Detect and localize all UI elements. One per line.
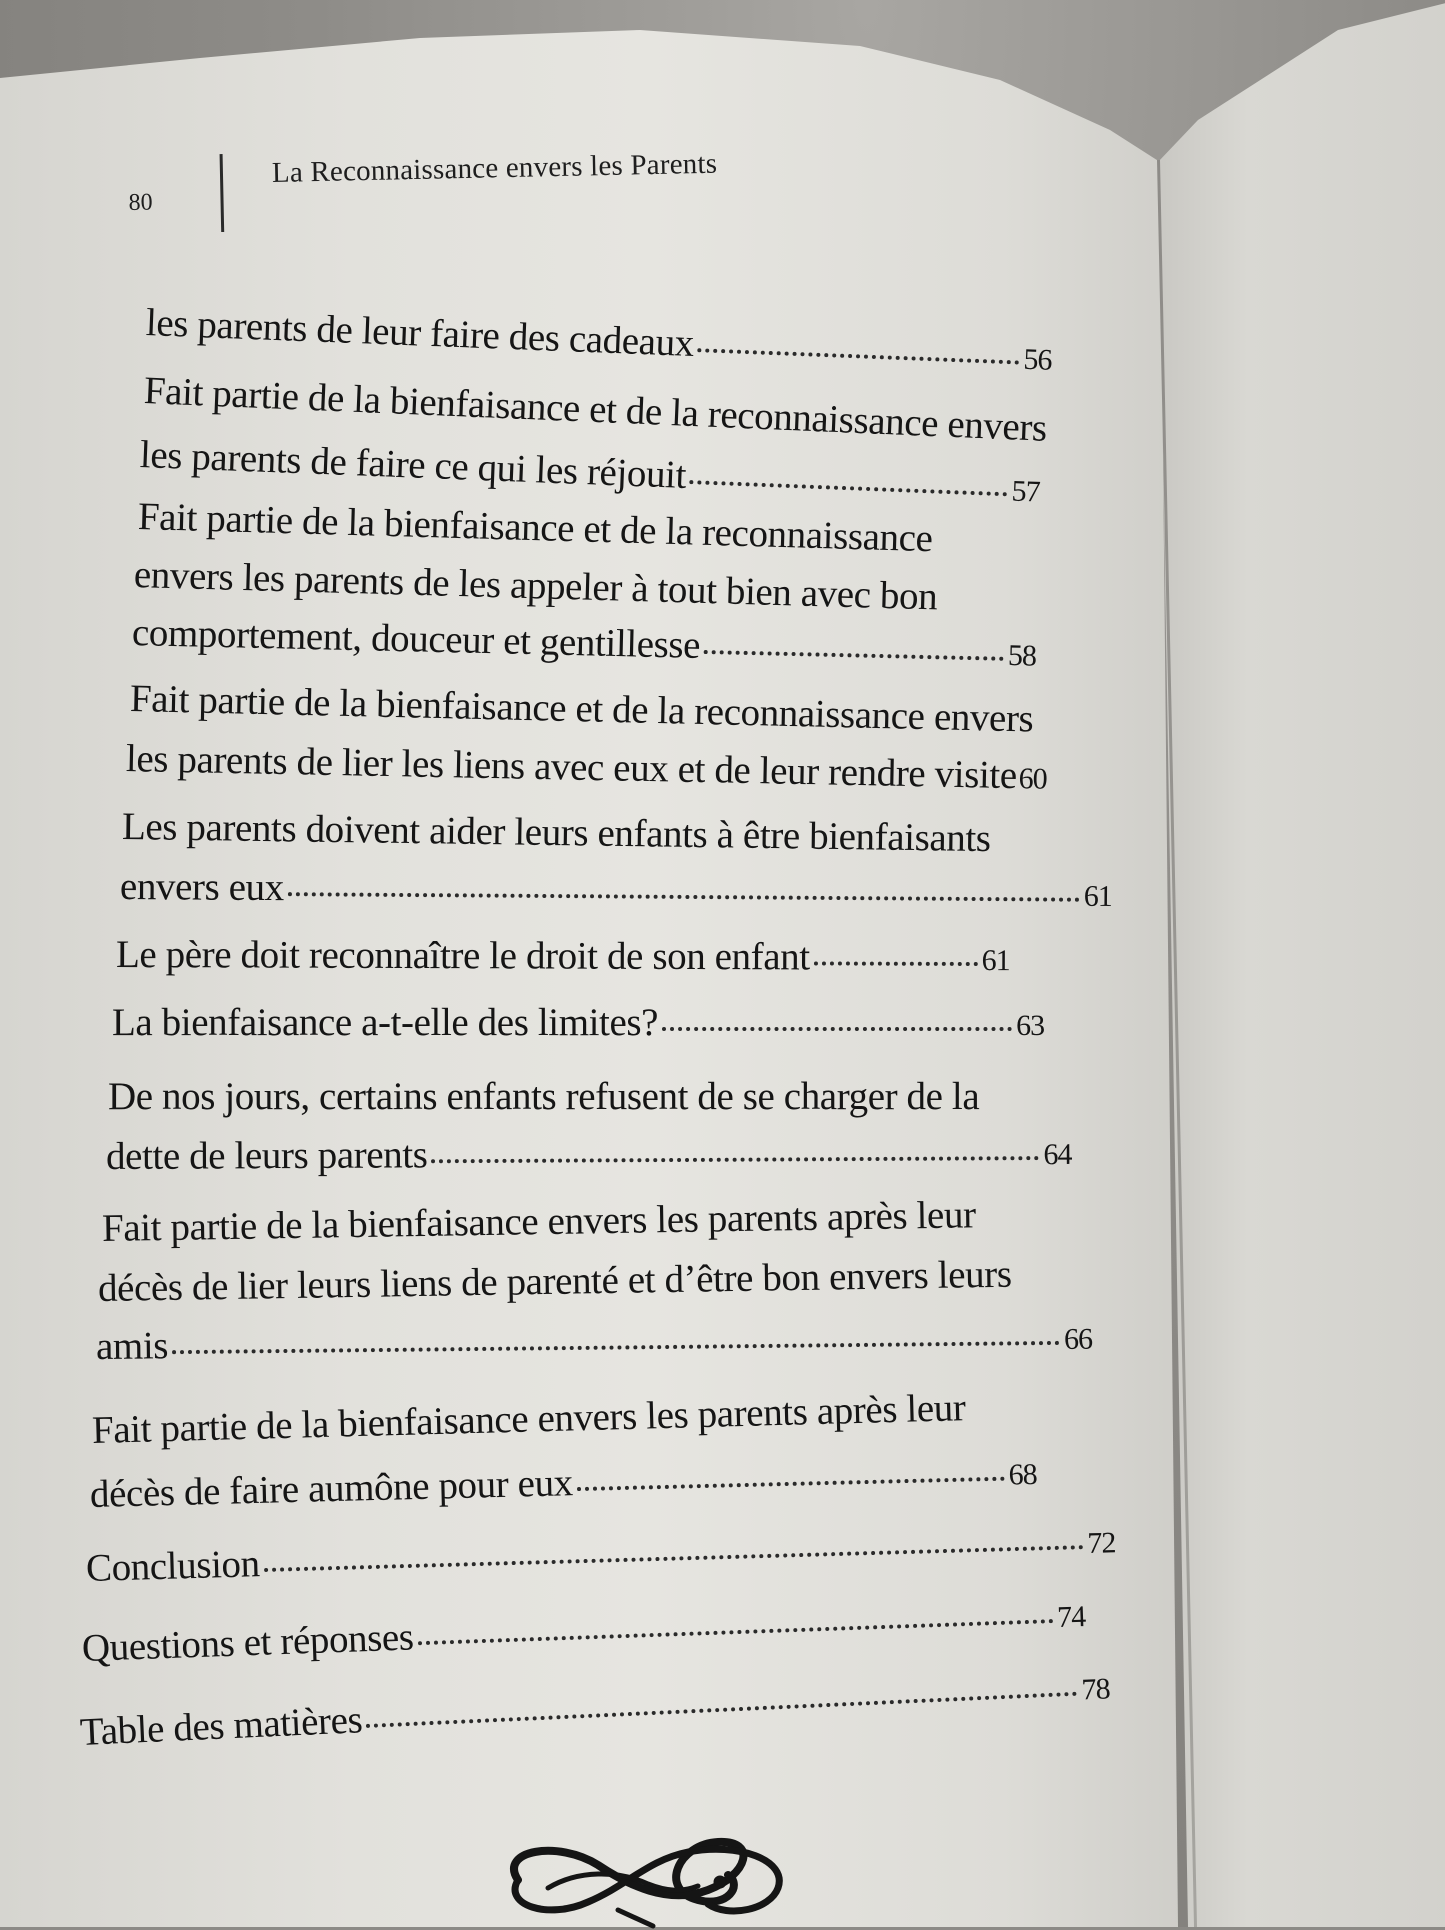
toc-page-number: 68 xyxy=(1008,1457,1038,1492)
toc-entry-line: Fait partie de la bienfaisance et de la reconnaissance envers xyxy=(129,677,1034,741)
toc-entry-line: envers les parents de les appeler à tout bien avec bon xyxy=(133,553,938,619)
toc-entry-line: Fait partie de la bienfaisance envers les parents après leur xyxy=(101,1193,976,1250)
toc-entry-line: La bienfaisance a-t-elle des limites? 63 xyxy=(112,1001,1045,1044)
toc-entry-line: Conclusion 72 xyxy=(85,1526,1116,1590)
toc-entry-line: les parents de lier les liens avec eux et de leur rendre visite60 xyxy=(125,737,1048,798)
toc-page-number: 72 xyxy=(1086,1526,1116,1561)
toc-entry-line: De nos jours, certains enfants refusent de se charger de la xyxy=(108,1075,980,1118)
dot-leader xyxy=(366,1692,1077,1728)
toc-entry-line: décès de lier leurs liens de parenté et d’être bon envers leurs xyxy=(97,1252,1012,1310)
toc-entry-line: comportement, douceur et gentillesse 58 xyxy=(131,611,1037,673)
toc-page-number: 63 xyxy=(1016,1009,1045,1042)
toc-entry-line: dette de leurs parents 64 xyxy=(105,1133,1072,1178)
dot-leader xyxy=(418,1619,1054,1645)
toc-entry-line: les parents de faire ce qui les réjouit 57 xyxy=(139,433,1041,509)
dot-leader xyxy=(432,1156,1040,1163)
toc-entry-line: décès de faire aumône pour eux 68 xyxy=(89,1457,1038,1516)
dot-leader xyxy=(690,480,1008,496)
dot-leader xyxy=(814,961,978,966)
toc-page-number: 64 xyxy=(1043,1137,1072,1172)
toc-page-number: 61 xyxy=(981,944,1010,978)
dot-leader xyxy=(698,348,1020,364)
toc-page-number: 57 xyxy=(1011,474,1041,509)
toc-entry-line: Questions et réponses 74 xyxy=(81,1599,1086,1670)
dot-leader xyxy=(264,1545,1084,1572)
running-title: La Reconnaissance envers les Parents xyxy=(271,147,718,189)
toc-entry-line: Les parents doivent aider leurs enfants à être bienfaisants xyxy=(121,805,991,861)
dot-leader xyxy=(662,1027,1012,1031)
toc-entry-line: Fait partie de la bienfaisance envers les parents après leur xyxy=(91,1386,966,1452)
toc-page-number: 60 xyxy=(1018,762,1048,796)
toc-page-number: 78 xyxy=(1080,1672,1111,1707)
flourish-ornament-icon xyxy=(478,1830,818,1930)
toc-entry-line: Fait partie de la bienfaisance et de la reconnaissance xyxy=(137,495,934,561)
toc-entry-line: les parents de leur faire des cadeaux 56 xyxy=(145,301,1053,377)
toc-entry-line: Le père doit reconnaître le droit de son enfant 61 xyxy=(115,933,1010,979)
toc-entry-line: envers eux 61 xyxy=(119,865,1112,913)
dot-leader xyxy=(704,650,1004,661)
toc-page-number: 66 xyxy=(1063,1322,1093,1356)
toc-entry-line: Fait partie de la bienfaisance et de la reconnaissance envers xyxy=(143,369,1048,450)
toc-page-number: 58 xyxy=(1007,638,1037,673)
dot-leader xyxy=(577,1477,1005,1491)
toc-page-number: 61 xyxy=(1083,879,1112,913)
toc-entry-line: Table des matières78 xyxy=(79,1672,1111,1754)
page-number: 80 xyxy=(128,189,153,216)
dot-leader xyxy=(172,1341,1060,1354)
toc-page-number: 56 xyxy=(1022,342,1053,377)
dot-leader xyxy=(288,892,1080,902)
toc-entry-line: amis 66 xyxy=(95,1322,1093,1368)
toc-page-number: 74 xyxy=(1056,1599,1086,1634)
